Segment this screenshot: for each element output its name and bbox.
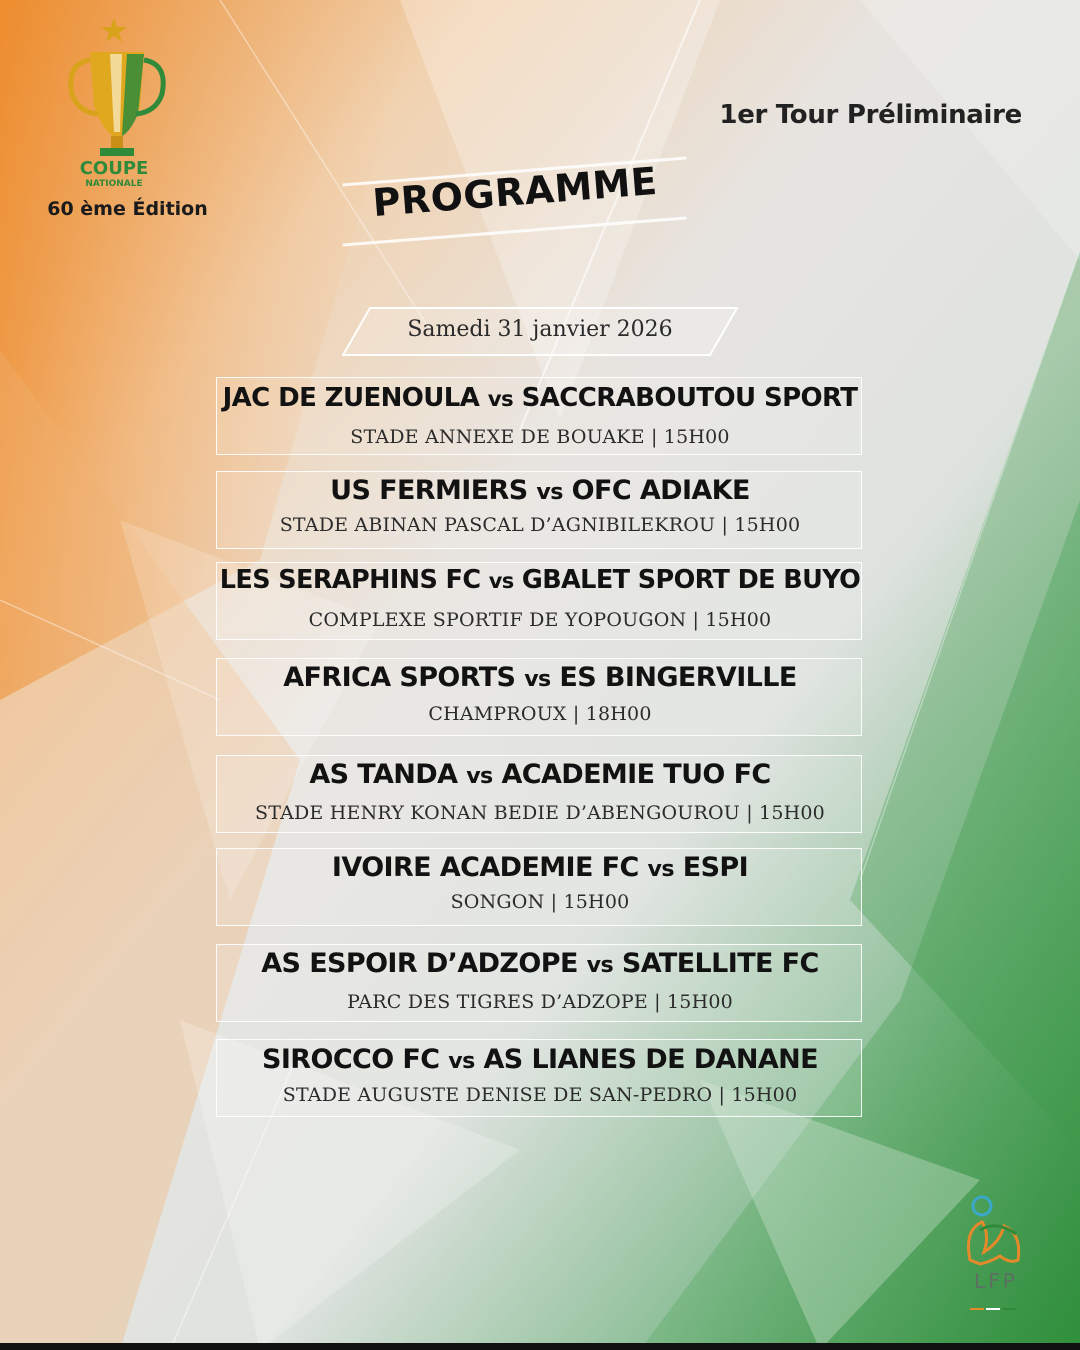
away-team: SACCRABOUTOU SPORT [521, 383, 858, 413]
match-date: Samedi 31 janvier 2026 [407, 317, 673, 342]
vs-label: vs [586, 952, 614, 978]
match-teams [217, 383, 863, 413]
edition-label: 60 ème Édition [47, 198, 208, 220]
away-team: GBALET SPORT DE BUYO [521, 565, 861, 595]
match-venue-time: PARC DES TIGRES D’ADZOPE | 15H00 [347, 991, 733, 1013]
match-teams [217, 1044, 863, 1075]
match-teams [217, 759, 863, 790]
home-team: JAC DE ZUENOULA [222, 383, 480, 413]
lfp-logo-text: LFP [974, 1269, 1018, 1293]
away-team: SATELLITE FC [621, 948, 819, 979]
vs-label: vs [448, 1048, 475, 1074]
match-card-2 [216, 471, 862, 549]
match-teams [217, 565, 863, 595]
logo-text-coupe: COUPE [79, 158, 149, 179]
away-team: AS LIANES DE DANANE [483, 1044, 818, 1075]
match-card-7 [216, 944, 862, 1022]
match-card-5 [216, 755, 862, 833]
match-venue-time: STADE ABINAN PASCAL D’AGNIBILEKROU | 15H00 [279, 514, 801, 536]
vs-label: vs [487, 387, 514, 412]
lfp-logo [960, 1190, 1032, 1320]
match-card-1 [216, 377, 862, 455]
away-team: ES BINGERVILLE [559, 662, 797, 693]
date-banner [342, 307, 738, 357]
match-teams [217, 662, 863, 693]
home-team: LES SERAPHINS FC [219, 565, 481, 595]
match-card-3 [216, 562, 862, 640]
vs-label: vs [466, 763, 493, 789]
match-card-4 [216, 658, 862, 736]
away-team: OFC ADIAKE [571, 475, 750, 506]
match-venue-time: CHAMPROUX | 18H00 [428, 703, 652, 725]
away-team: ESPI [682, 852, 749, 883]
match-venue-time: STADE HENRY KONAN BEDIE D’ABENGOUROU | 15H00 [255, 802, 825, 824]
match-card-6 [216, 848, 862, 926]
round-title: 1er Tour Préliminaire [719, 100, 1022, 130]
match-teams [217, 852, 863, 883]
match-card-8 [216, 1039, 862, 1117]
vs-label: vs [647, 856, 674, 882]
programme-title: PROGRAMME [371, 158, 659, 226]
vs-label: vs [488, 569, 514, 593]
home-team: US FERMIERS [330, 475, 528, 506]
match-teams [217, 475, 863, 506]
match-venue-time: COMPLEXE SPORTIF DE YOPOUGON | 15H00 [308, 609, 772, 631]
logo-text-nationale: NATIONALE [85, 179, 143, 189]
bottom-border-bar [0, 1343, 1080, 1350]
home-team: AS ESPOIR D’ADZOPE [261, 948, 578, 979]
coupe-nationale-trophy-logo [52, 14, 202, 189]
match-venue-time: STADE ANNEXE DE BOUAKE | 15H00 [350, 426, 730, 448]
programme-banner [340, 148, 690, 253]
home-team: AFRICA SPORTS [283, 662, 516, 693]
away-team: ACADEMIE TUO FC [501, 759, 771, 790]
home-team: SIROCCO FC [262, 1044, 440, 1075]
match-teams [217, 948, 863, 979]
match-venue-time: SONGON | 15H00 [450, 891, 630, 913]
home-team: AS TANDA [309, 759, 458, 790]
match-venue-time: STADE AUGUSTE DENISE DE SAN-PEDRO | 15H00 [282, 1084, 798, 1106]
home-team: IVOIRE ACADEMIE FC [331, 852, 639, 883]
vs-label: vs [524, 666, 551, 692]
vs-label: vs [536, 479, 563, 505]
